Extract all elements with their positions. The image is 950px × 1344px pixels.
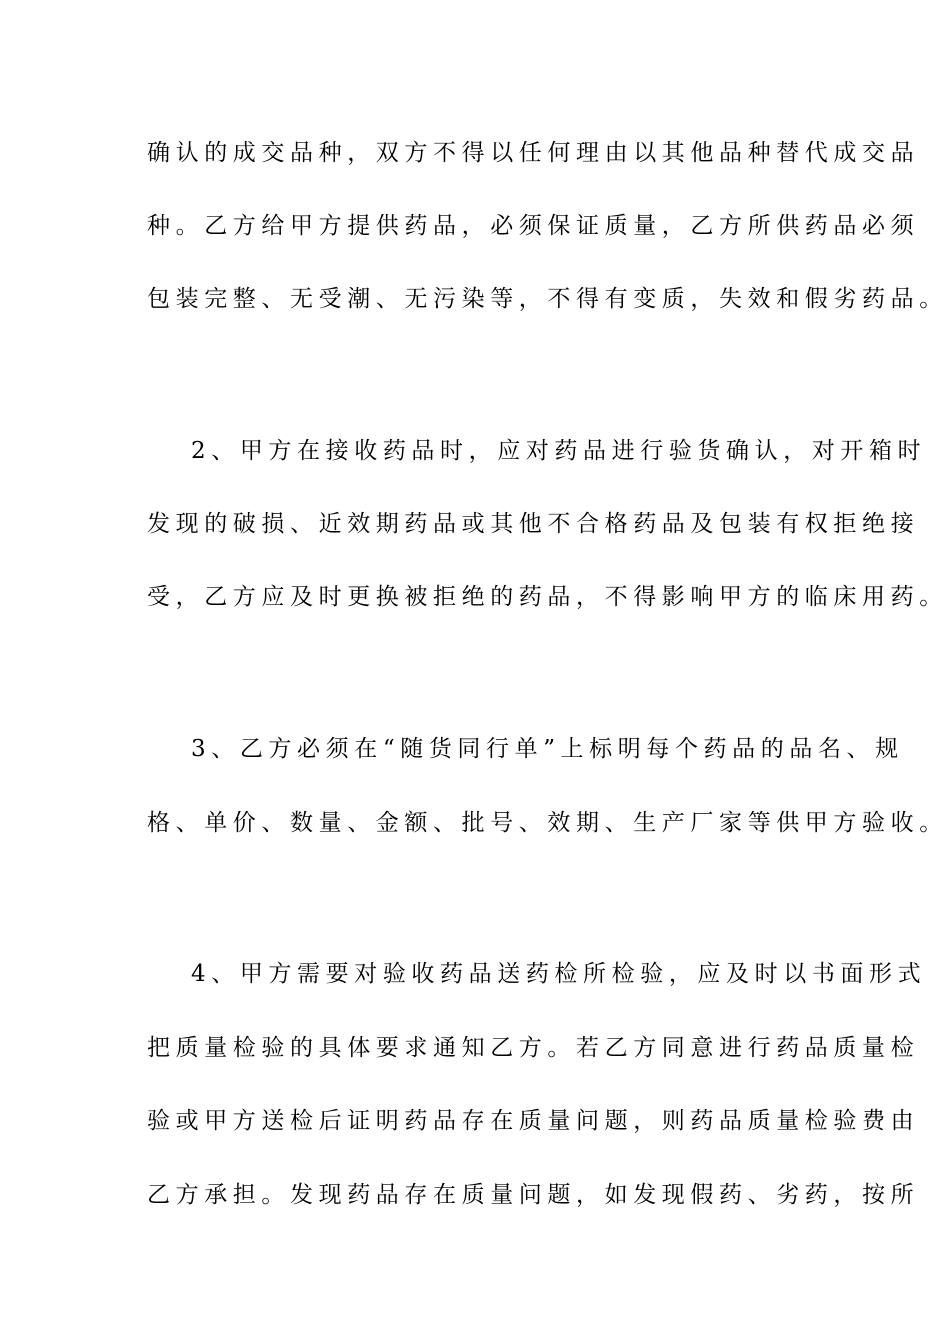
paragraph-4-line-3: 验或甲方送检后证明药品存在质量问题，则药品质量检验费由 [147, 1108, 920, 1134]
paragraph-1-line-2: 种。乙方给甲方提供药品，必须保证质量，乙方所供药品必须 [147, 213, 920, 239]
paragraph-2-line-1: 2、甲方在接收药品时，应对药品进行验货确认，对开箱时 [191, 438, 927, 464]
paragraph-3-line-1: 3、乙方必须在“随货同行单”上标明每个药品的品名、规 [191, 736, 904, 762]
paragraph-4-line-4: 乙方承担。发现药品存在质量问题，如发现假药、劣药，按所 [147, 1182, 920, 1208]
paragraph-2-line-3: 受，乙方应及时更换被拒绝的药品，不得影响甲方的临床用药。 [147, 584, 948, 610]
paragraph-1-line-1: 确认的成交品种，双方不得以任何理由以其他品种替代成交品 [147, 140, 920, 166]
paragraph-1-line-3: 包装完整、无受潮、无污染等，不得有变质，失效和假劣药品。 [147, 286, 948, 312]
paragraph-4-line-1: 4、甲方需要对验收药品送药检所检验，应及时以书面形式 [191, 961, 927, 987]
paragraph-2-line-2: 发现的破损、近效期药品或其他不合格药品及包装有权拒绝接 [147, 511, 920, 537]
paragraph-3-line-2: 格、单价、数量、金额、批号、效期、生产厂家等供甲方验收。 [147, 810, 948, 836]
paragraph-4-line-2: 把质量检验的具体要求通知乙方。若乙方同意进行药品质量检 [147, 1035, 920, 1061]
